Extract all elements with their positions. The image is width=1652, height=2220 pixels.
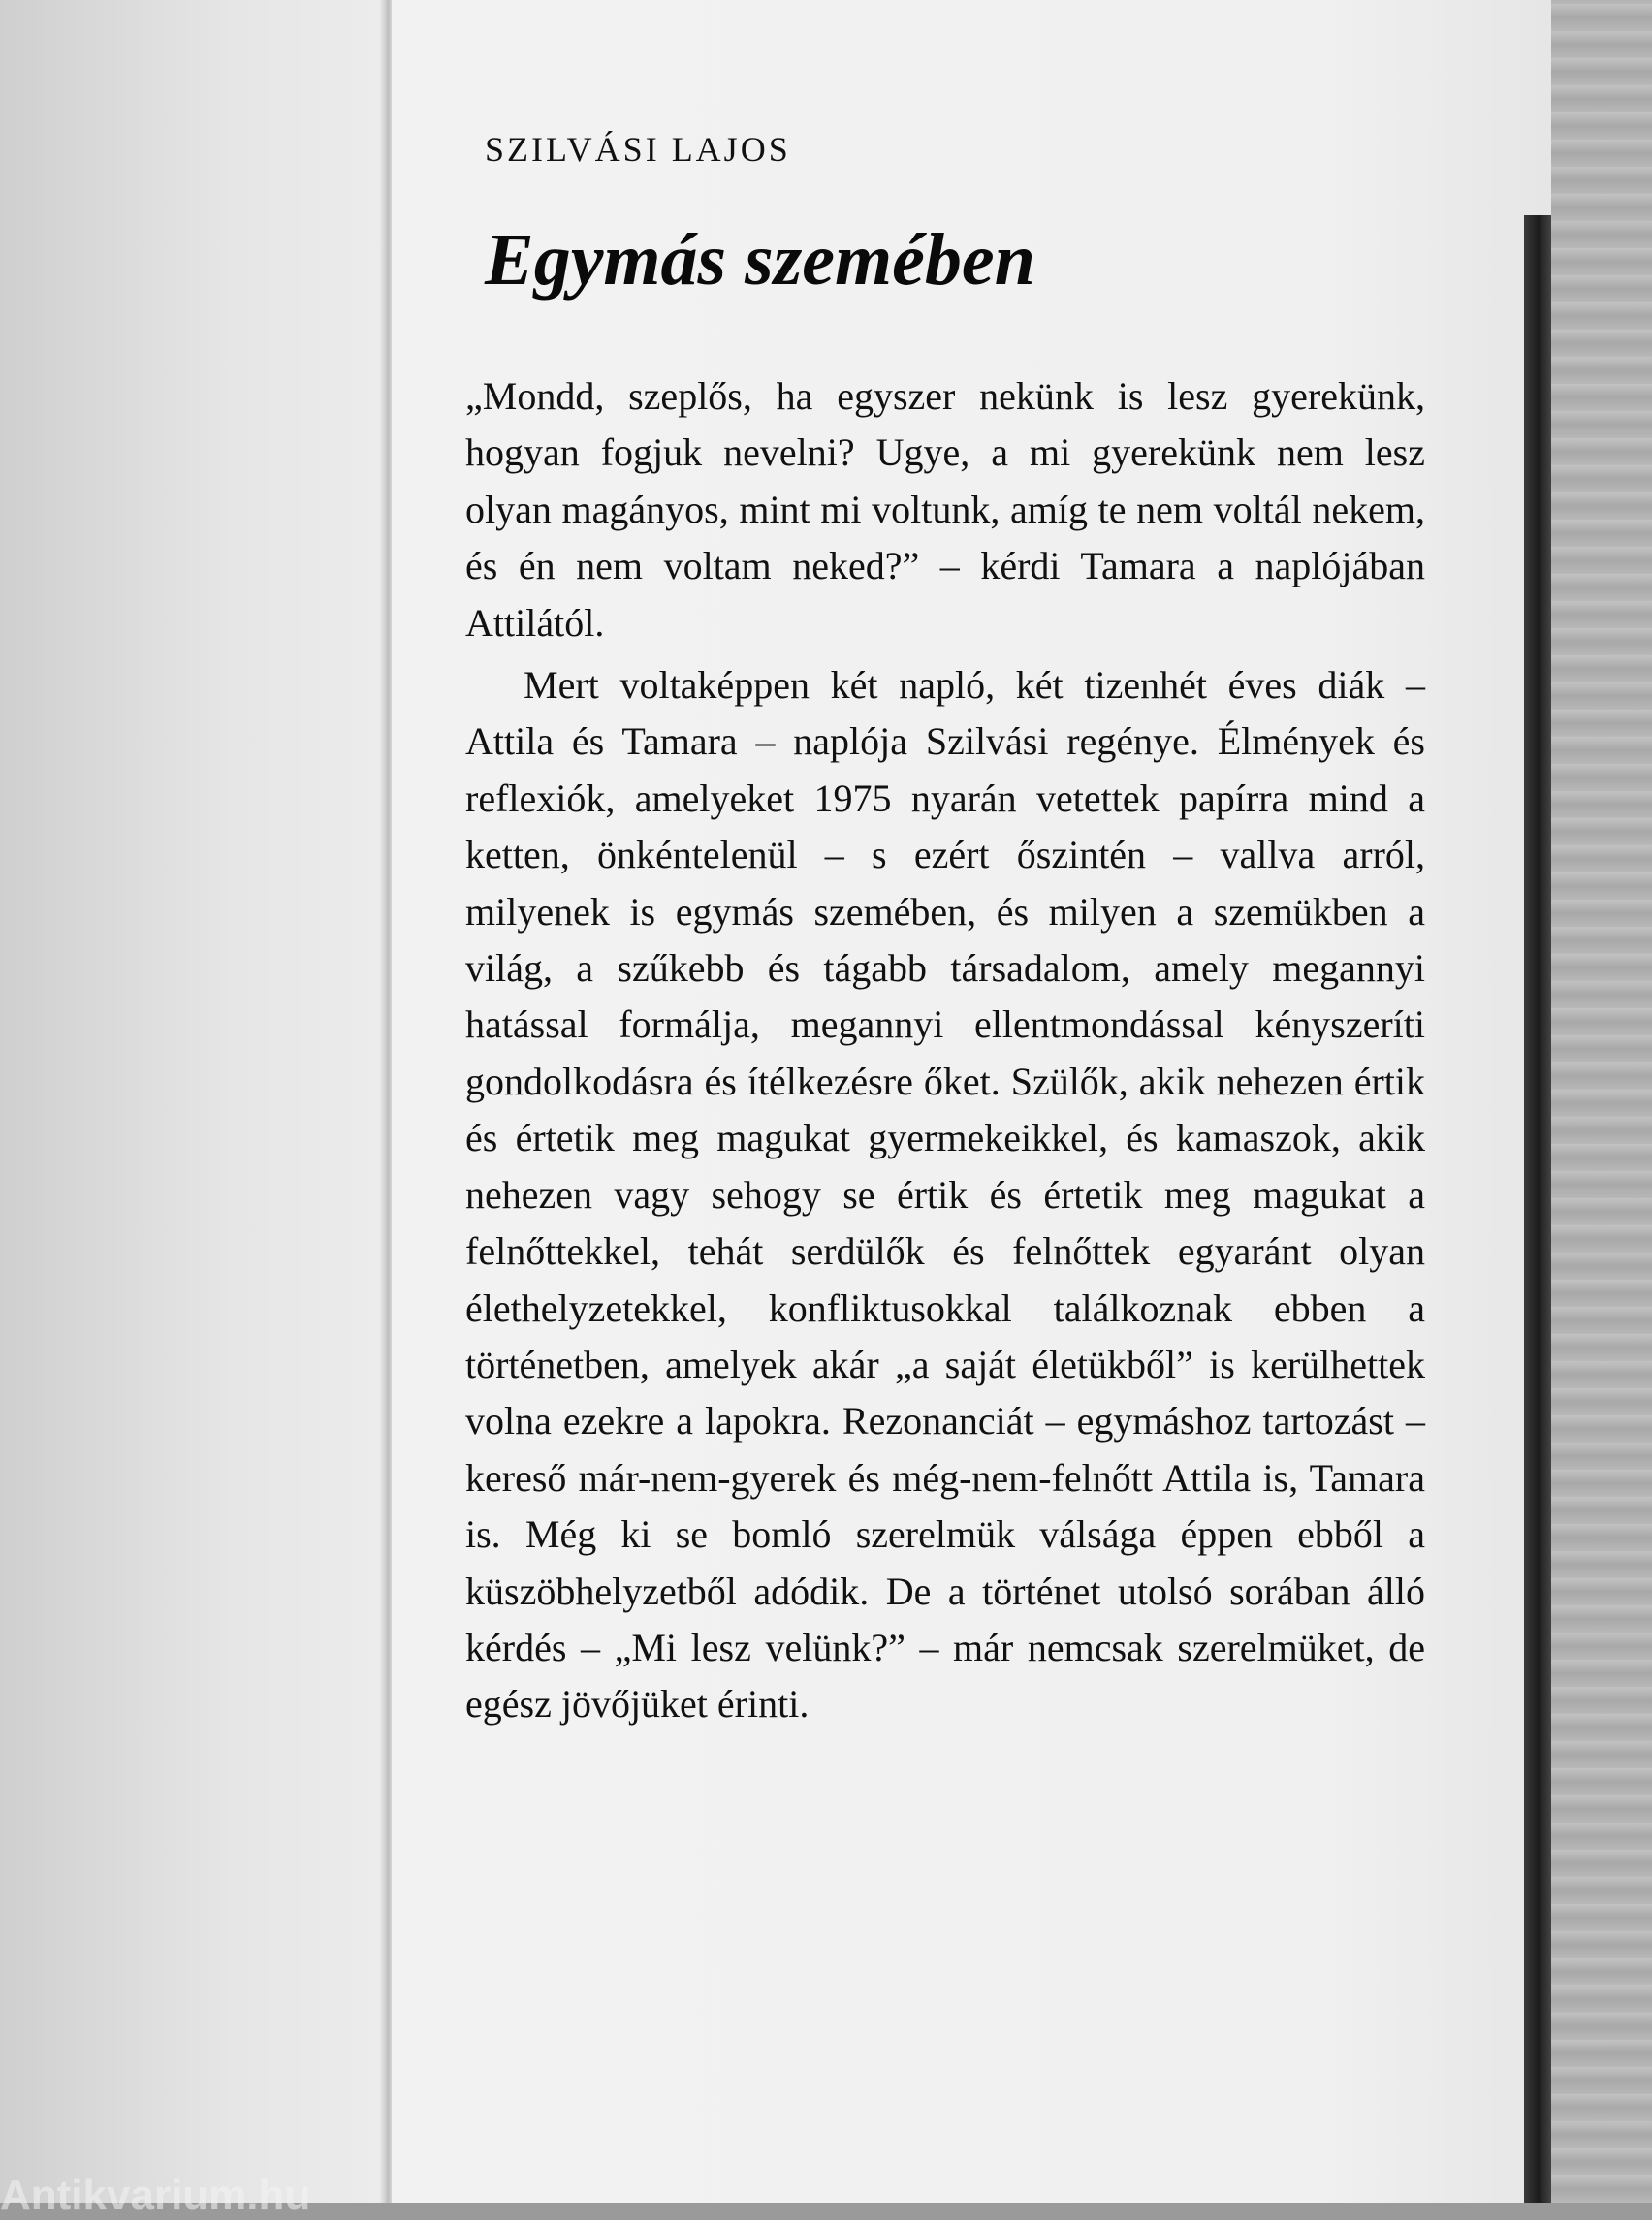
left-page [0, 0, 388, 2203]
background-surface [1551, 0, 1652, 2203]
blurb-paragraph-description: Mert voltaképpen két napló, két tizenhét éves diák – Attila és Tamara – naplója Szilvási regénye. Élmények és reflexiók, amelyeket 1975 nyarán vetettek papírra mind a ketten, önkéntelenül – s ezért őszintén – vallva arról, milyenek is egymás szemében, és milyen a szemükben a világ, a szűkebb és tágabb társadalom, amely megannyi hatással formálja, megannyi ellentmondással kényszeríti gondolkodásra és ítélkezésre őket. Szülők, akik nehezen értik és értetik meg magukat gyermekeikkel, és kamaszok, akik nehezen vagy sehogy se értik és értetik meg magukat a felnőttekkel, tehát serdülők és felnőttek egyaránt olyan élethelyzetekkel, konfliktusokkal találkoznak ebben a történetben, amelyek akár „a saját életükből” is kerülhettek volna ezekre a lapokra. Rezonanciát – egymáshoz tartozást – kereső már-nem-gyerek és még-nem-felnőtt Attila is, Tamara is. Még ki se bomló szerelmük válsága éppen ebből a küszöbhelyzetből adódik. De a történet utolsó sorában álló kérdés – „Mi lesz velünk?” – már nemcsak szerelmüket, de egész jövőjüket érinti. [465, 663, 1425, 1727]
blurb-paragraph-quote: „Mondd, szeplős, ha egyszer nekünk is lesz gyerekünk, hogyan fogjuk nevelni? Ugye, a mi gyerekünk nem lesz olyan magányos, mint mi voltunk, amíg te nem voltál nekem, és én nem voltam neked?” – kérdi Tamara a naplójában Attilától. [465, 374, 1425, 645]
watermark: Antikvarium.hu [0, 2172, 311, 2219]
author-name: SZILVÁSI LAJOS [485, 130, 791, 169]
book-title: Egymás szemében [485, 219, 1035, 301]
blurb-text [465, 368, 1425, 1733]
cover-edge [1524, 215, 1553, 2203]
